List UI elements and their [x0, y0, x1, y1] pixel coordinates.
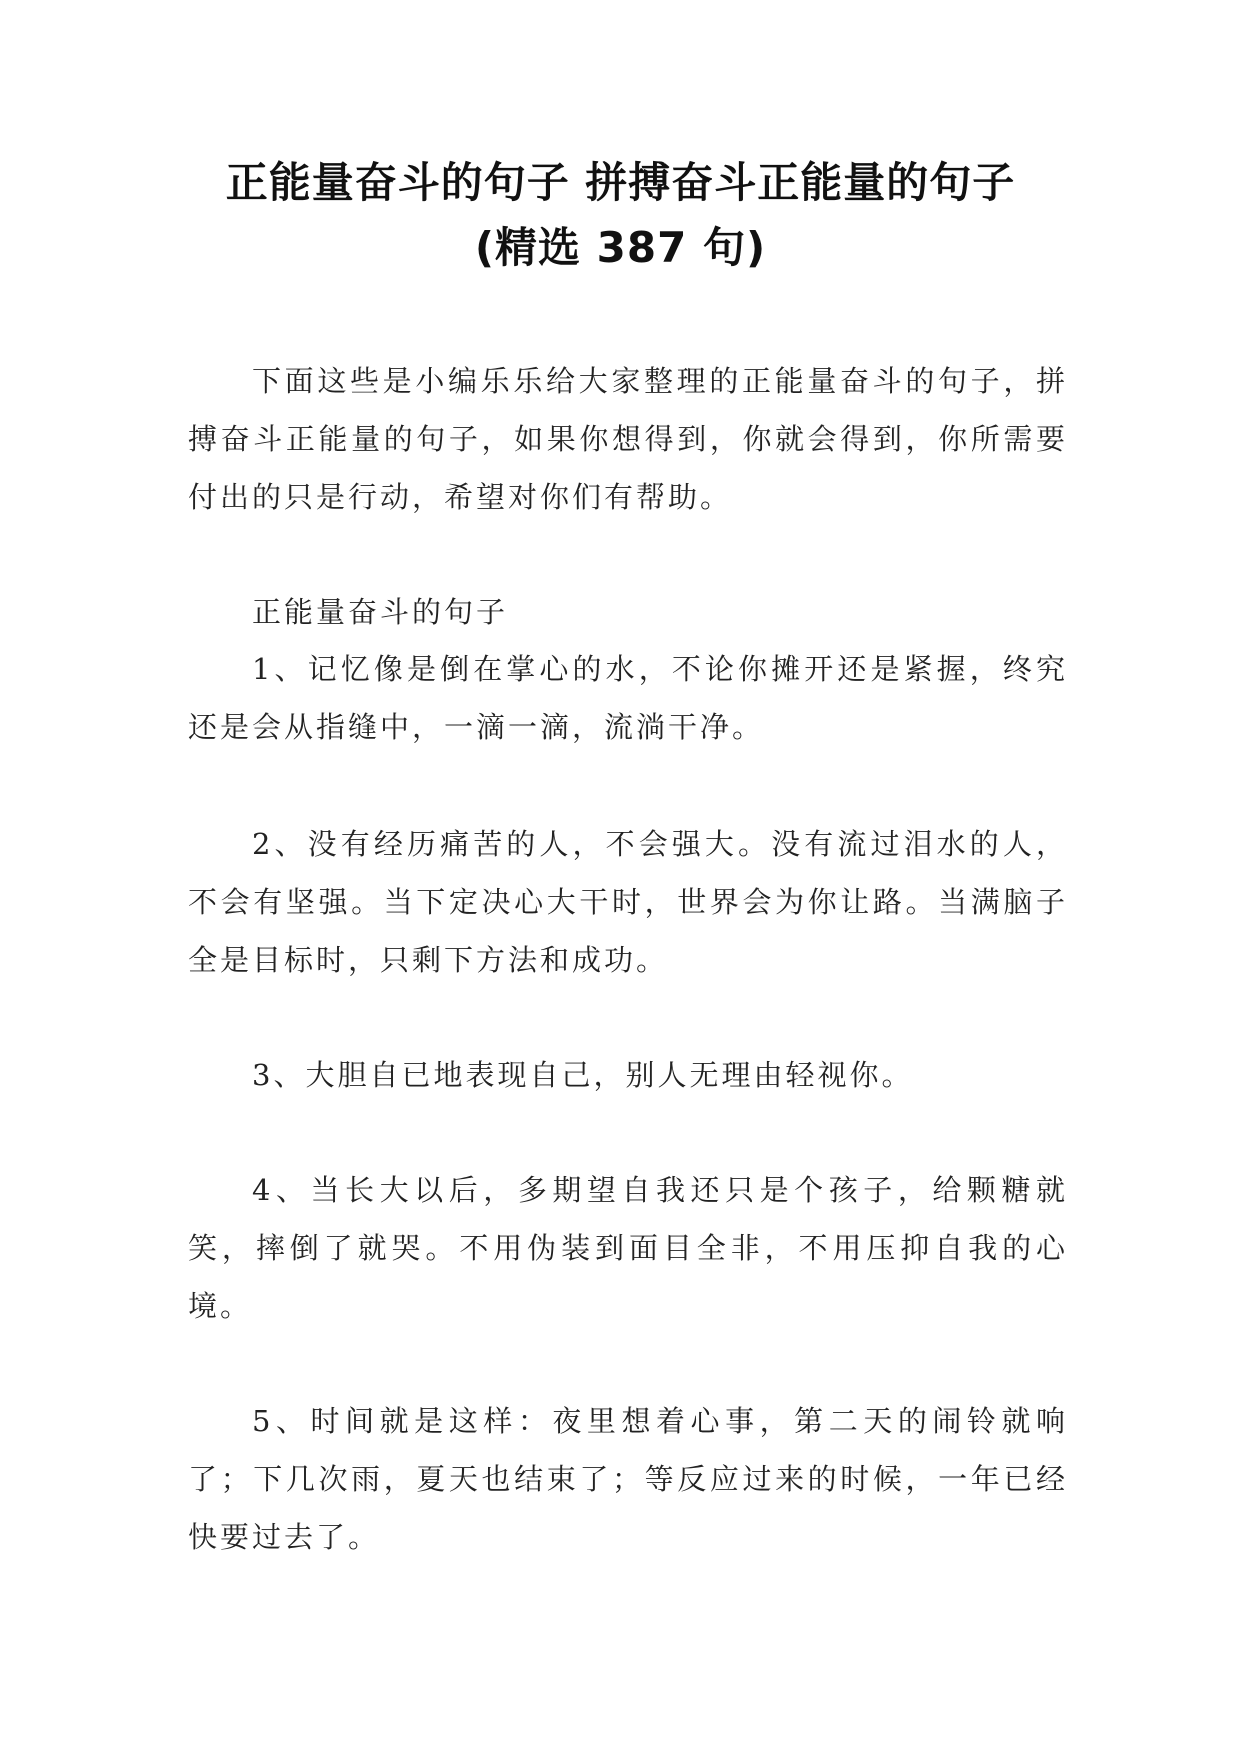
- list-item: 1、记忆像是倒在掌心的水，不论你摊开还是紧握，终究还是会从指缝中，一滴一滴，流淌干净。: [188, 652, 1068, 744]
- list-item: 2、没有经历痛苦的人，不会强大。没有流过泪水的人，不会有坚强。当下定决心大干时，世界会为你让路。当满脑子全是目标时，只剩下方法和成功。: [188, 827, 1068, 977]
- list-item: 3、大胆自已地表现自己，别人无理由轻视你。: [252, 1058, 914, 1092]
- intro-paragraph: 下面这些是小编乐乐给大家整理的正能量奋斗的句子，拼搏奋斗正能量的句子，如果你想得到，你就会得到，你所需要付出的只是行动，希望对你们有帮助。: [188, 364, 1068, 514]
- section-heading: 正能量奋斗的句子: [252, 595, 509, 629]
- document-title-line-2: (精选 387 句): [474, 223, 767, 272]
- list-item: 4、当长大以后，多期望自我还只是个孩子，给颗糖就笑，摔倒了就哭。不用伪装到面目全非，不用压抑自我的心境。: [188, 1173, 1068, 1323]
- list-item: 5、时间就是这样：夜里想着心事，第二天的闹铃就响了；下几次雨，夏天也结束了；等反应过来的时候，一年已经快要过去了。: [188, 1404, 1068, 1554]
- document-title-line-1: 正能量奋斗的句子 拼搏奋斗正能量的句子: [225, 158, 1016, 207]
